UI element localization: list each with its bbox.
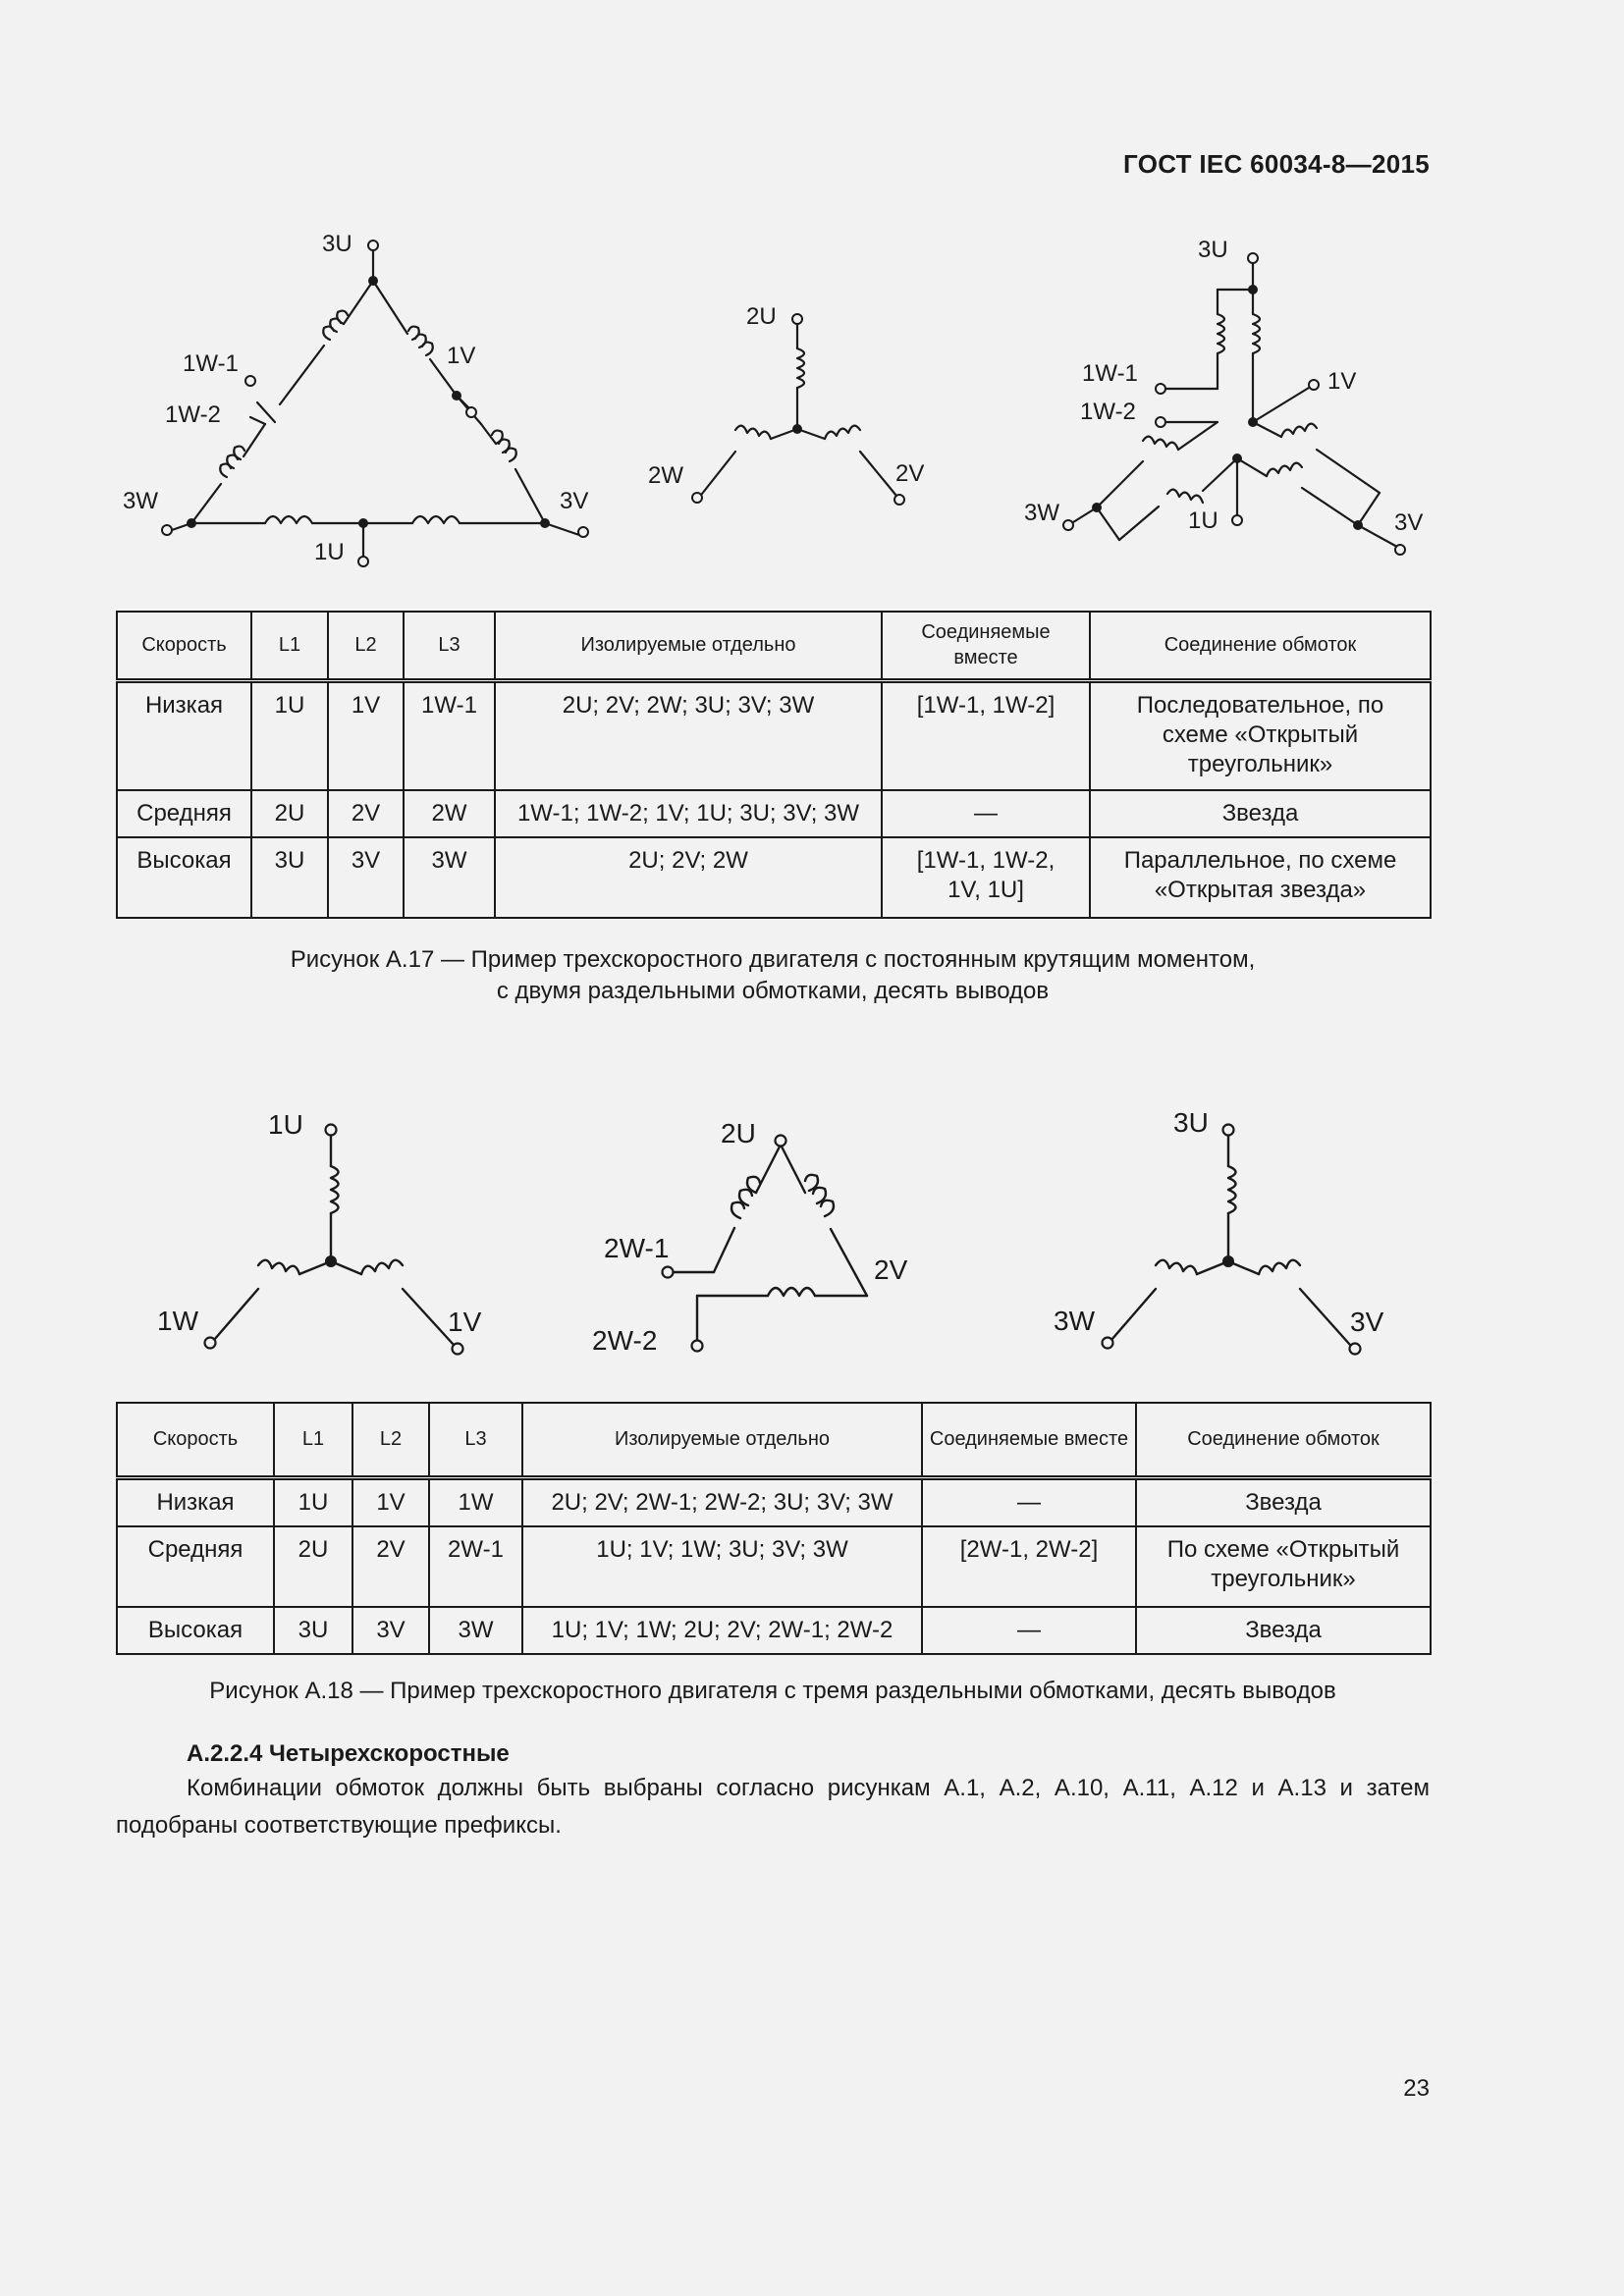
label-1w-1-b: 1W-1 xyxy=(1082,360,1138,387)
label-1v-b: 1V xyxy=(1327,368,1357,395)
label-3w: 3W xyxy=(123,488,158,514)
figure-a18-caption: Рисунок А.18 — Пример трехскоростного двигателя с тремя раздельными обмотками, десять выводов xyxy=(209,1678,1336,1704)
label-3w-c: 3W xyxy=(1054,1306,1095,1336)
label-1w-2-b: 1W-2 xyxy=(1080,399,1136,425)
table-cell: [2W-1, 2W-2] xyxy=(922,1526,1136,1607)
table-cell: 3W xyxy=(429,1607,522,1654)
header-l1: L1 xyxy=(251,612,328,680)
label-1v-c: 1V xyxy=(448,1307,482,1337)
diagram-star-2 xyxy=(702,324,896,496)
label-2w-2: 2W-2 xyxy=(592,1325,658,1356)
header-l2: L2 xyxy=(352,1403,429,1477)
diagram-open-triangle xyxy=(172,251,579,556)
table-cell: 3V xyxy=(352,1607,429,1654)
section-paragraph: Комбинации обмоток должны быть выбраны согласно рисункам А.1, А.2, А.10, А.11, А.12 и А.13 и затем подобраны соответствующие префиксы. xyxy=(116,1775,1430,1839)
header-winding: Соединение обмоток xyxy=(1090,612,1431,680)
table-cell: Последовательное, по схеме «Открытый треугольник» xyxy=(1090,680,1431,790)
table-row xyxy=(117,837,1431,918)
label-3v-c: 3V xyxy=(1350,1307,1384,1337)
table-row xyxy=(117,1607,1431,1654)
table-row xyxy=(117,790,1431,837)
table-cell: 1U xyxy=(251,680,328,790)
table-cell: 1U xyxy=(274,1477,352,1526)
table-cell: Средняя xyxy=(117,790,251,837)
table-cell: 2U; 2V; 2W-1; 2W-2; 3U; 3V; 3W xyxy=(522,1477,922,1526)
label-2v-c: 2V xyxy=(874,1255,908,1285)
table-cell: 1W xyxy=(429,1477,522,1526)
table-cell: Параллельное, по схеме «Открытая звезда» xyxy=(1090,837,1431,918)
table-cell: Высокая xyxy=(117,1607,274,1654)
label-3v: 3V xyxy=(560,488,589,514)
table-cell: Низкая xyxy=(117,1477,274,1526)
table-cell: Высокая xyxy=(117,837,251,918)
header-connected: Соединяемые вместе xyxy=(922,1403,1136,1477)
table-cell: [1W-1, 1W-2] xyxy=(882,680,1090,790)
header-isolated: Изолируемые отдельно xyxy=(495,612,882,680)
table-row xyxy=(117,680,1431,790)
figure-a17-diagrams xyxy=(0,0,1624,589)
table-cell: 1V xyxy=(352,1477,429,1526)
label-1u: 1U xyxy=(314,539,345,565)
label-3u: 3U xyxy=(322,231,352,257)
table-cell: 2U; 2V; 2W; 3U; 3V; 3W xyxy=(495,680,882,790)
table-header-row xyxy=(117,612,1431,680)
table-cell: Низкая xyxy=(117,680,251,790)
table-cell: 3V xyxy=(328,837,404,918)
section-heading: А.2.2.4 Четырехскоростные xyxy=(187,1740,510,1767)
diagram-open-delta xyxy=(673,1145,867,1340)
label-1u-c: 1U xyxy=(268,1109,303,1140)
table-cell: 2U; 2V; 2W xyxy=(495,837,882,918)
table-cell: — xyxy=(922,1607,1136,1654)
table-cell: — xyxy=(922,1477,1136,1526)
table-cell: Звезда xyxy=(1136,1477,1431,1526)
table-cell: 1W-1 xyxy=(404,680,495,790)
label-1u-b: 1U xyxy=(1188,507,1218,534)
label-3w-b: 3W xyxy=(1024,500,1059,526)
label-1w-c: 1W xyxy=(157,1306,198,1336)
table-a18 xyxy=(116,1402,1432,1655)
table-cell: Звезда xyxy=(1136,1607,1431,1654)
header-speed: Скорость xyxy=(117,1403,274,1477)
table-header-row xyxy=(117,1403,1431,1477)
table-cell: 1U; 1V; 1W; 2U; 2V; 2W-1; 2W-2 xyxy=(522,1607,922,1654)
header-l1: L1 xyxy=(274,1403,352,1477)
table-cell: 3U xyxy=(251,837,328,918)
table-cell: [1W-1, 1W-2, 1V, 1U] xyxy=(882,837,1090,918)
table-cell: Средняя xyxy=(117,1526,274,1607)
label-2u-c: 2U xyxy=(721,1118,756,1148)
header-winding: Соединение обмоток xyxy=(1136,1403,1431,1477)
label-1w-2: 1W-2 xyxy=(165,401,221,428)
label-2w: 2W xyxy=(648,462,683,489)
label-1w-1: 1W-1 xyxy=(183,350,239,377)
table-cell: 2W xyxy=(404,790,495,837)
table-cell: 3U xyxy=(274,1607,352,1654)
caption-line-1: Рисунок А.17 — Пример трехскоростного двигателя с постоянным крутящим моментом, xyxy=(290,946,1256,973)
table-cell: 1U; 1V; 1W; 3U; 3V; 3W xyxy=(522,1526,922,1607)
table-cell: 2W-1 xyxy=(429,1526,522,1607)
table-cell: По схеме «Открытый треугольник» xyxy=(1136,1526,1431,1607)
table-row xyxy=(117,1477,1431,1526)
table-cell: 2V xyxy=(328,790,404,837)
header-l2: L2 xyxy=(328,612,404,680)
label-2v: 2V xyxy=(895,460,925,487)
header-connected: Соединяемые вместе xyxy=(882,612,1090,680)
label-3v-b: 3V xyxy=(1394,509,1424,536)
table-cell: 2U xyxy=(251,790,328,837)
figure-a18-diagrams xyxy=(0,1080,1624,1374)
table-cell: 1W-1; 1W-2; 1V; 1U; 3U; 3V; 3W xyxy=(495,790,882,837)
table-cell: 3W xyxy=(404,837,495,918)
label-2u: 2U xyxy=(746,303,777,330)
label-2w-1: 2W-1 xyxy=(604,1233,670,1263)
document-header: ГОСТ IEC 60034-8—2015 xyxy=(1123,149,1430,179)
table-cell: 2V xyxy=(352,1526,429,1607)
page-number: 23 xyxy=(1403,2075,1430,2102)
header-speed: Скорость xyxy=(117,612,251,680)
header-isolated: Изолируемые отдельно xyxy=(522,1403,922,1477)
table-cell: 2U xyxy=(274,1526,352,1607)
table-cell: 1V xyxy=(328,680,404,790)
label-1v: 1V xyxy=(447,343,476,369)
header-l3: L3 xyxy=(429,1403,522,1477)
label-3u-b: 3U xyxy=(1198,237,1228,263)
header-l3: L3 xyxy=(404,612,495,680)
caption-line-2: с двумя раздельными обмотками, десять выводов xyxy=(496,978,1050,1004)
table-row xyxy=(117,1526,1431,1607)
label-3u-c: 3U xyxy=(1173,1107,1209,1138)
diagram-star-3 xyxy=(1111,1136,1350,1345)
table-a17 xyxy=(116,611,1432,919)
diagram-star-1 xyxy=(214,1136,454,1345)
table-cell: — xyxy=(882,790,1090,837)
figure-a17-caption xyxy=(116,944,1430,1007)
table-cell: Звезда xyxy=(1090,790,1431,837)
